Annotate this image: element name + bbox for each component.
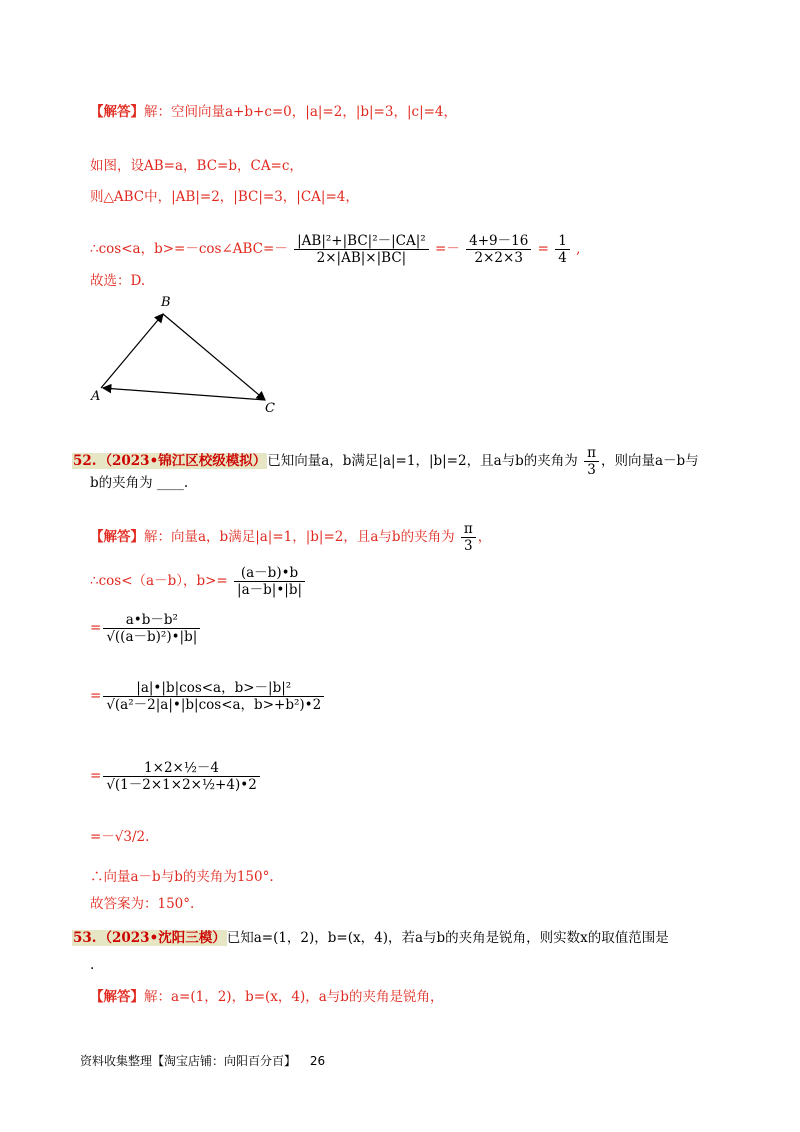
label-b: B	[161, 295, 171, 310]
q51-answer-line3: 则△ABC中，|AB|=2，|BC|=3，|CA|=4，	[90, 189, 359, 205]
question-number: 52.	[73, 453, 97, 469]
q52-answer-line1	[90, 521, 491, 554]
label-a: A	[91, 389, 101, 404]
fraction-2-num: 4+9－16	[466, 233, 531, 250]
q52-text2: ，则向量a－b与	[600, 453, 699, 469]
q51-line1-text: 解：空间向量a+b+c=0，|a|=2，|b|=3，|c|=4，	[144, 104, 458, 120]
vector-ca	[103, 388, 265, 400]
fraction-s5-num: 1×2×½－4	[103, 760, 259, 777]
q52-answer-line5: = $\frac{\text{1×2×½－4}}{\text{√(1－2×1×2×½+4)•2}}$	[90, 760, 262, 793]
q52-answer-line7: ∴向量a－b与b的夹角为150°.	[90, 869, 274, 885]
fraction-3	[555, 233, 570, 266]
q53-answer-line1	[90, 988, 443, 1006]
q52-answer-line8: 故答案为：150°.	[90, 896, 195, 912]
cos-lead: ∴cos<a，b>=－cos∠ABC=－	[90, 241, 288, 257]
answer-tag: 【解答】	[90, 104, 144, 120]
q52-answer-line3: = $\frac{\text{a•b－b²}}{\text{√((a－b)²)•|b|}}$	[90, 612, 202, 645]
q51-answer-line1	[90, 103, 457, 121]
pi-num: π	[461, 521, 476, 538]
fraction-s4-num: |a|•|b|cos<a，b>－|b|²	[103, 680, 324, 697]
fraction-s5	[103, 760, 259, 793]
q51-answer-line2: 如图，设AB=a，BC=b，CA=c，	[90, 158, 303, 174]
fraction-1-den: 2×|AB|×|BC|	[316, 250, 407, 266]
pi-num: π	[584, 445, 599, 462]
triangle-figure	[85, 292, 285, 417]
question-source: （2023•锦江区校级模拟）	[98, 453, 267, 469]
fraction-3-den: 4	[558, 250, 567, 266]
q53-s1: 解：a=(1，2)，b=(x，4)，a与b的夹角是锐角，	[144, 989, 444, 1005]
q51-answer-line4: ∴cos<a，b>=－cos∠ABC=－ $\frac{\text{|AB|²+|BC|²－|CA|²}}{2\times|AB|\times|BC|}$ =－ $\frac{4+9-16}{2\times 2\times 3}$ = $\frac{1}{4}$ ,	[90, 233, 581, 266]
fraction-s3-num: a•b－b²	[103, 612, 200, 629]
pi-den: 3	[587, 462, 596, 478]
fraction-s3-den: √((a－b)²)•|b|	[106, 629, 198, 645]
question-number: 53.	[73, 930, 97, 946]
q53-question-line2: .	[90, 957, 95, 973]
fraction-1-num: |AB|²+|BC|²－|CA|²	[294, 233, 429, 250]
question-source: （2023•沈阳三模）	[98, 930, 226, 946]
eq: =	[537, 241, 549, 257]
vector-ab	[101, 314, 163, 388]
fraction-2-den: 2×2×3	[474, 250, 523, 266]
fraction-2	[466, 233, 531, 266]
vector-bc	[163, 314, 265, 400]
q52-question-line2: b的夹角为 ____.	[90, 475, 189, 491]
q52-answer-line2	[90, 565, 307, 598]
fraction-s4-den: √(a²－2|a|•|b|cos<a，b>+b²)•2	[106, 697, 322, 713]
q52-s1: 解：向量a，b满足|a|=1，|b|=2，且a与b的夹角为	[144, 529, 455, 545]
fraction-s2-den: |a－b|•|b|	[237, 582, 303, 598]
q52-s2-lead: ∴cos<（a－b），b>=	[90, 573, 228, 589]
answer-tag: 【解答】	[90, 529, 144, 545]
fraction-3-num: 1	[555, 233, 570, 250]
q52-text1: 已知向量a，b满足|a|=1，|b|=2，且a与b的夹角为	[267, 453, 578, 469]
fraction-1	[294, 233, 429, 266]
label-c: C	[265, 401, 275, 416]
q52-answer-line6: =－√3/2.	[90, 829, 150, 845]
fraction-s2	[234, 565, 305, 598]
fraction-s4	[103, 680, 324, 713]
q52-answer-line4: = $\frac{\text{|a|•|b|cos<a，b>－|b|²}}{\text{√(a²－2|a|•|b|cos<a，b>+b²)•2}}$	[90, 680, 326, 713]
pi-den: 3	[464, 538, 473, 554]
page-footer	[80, 1052, 325, 1069]
q53-text1: 已知a=(1，2)，b=(x，4)，若a与b的夹角是锐角，则实数x的取值范围是	[226, 930, 669, 946]
pi-over-3	[461, 521, 476, 554]
fraction-s2-num: (a－b)•b	[234, 565, 305, 582]
footer-text: 资料收集整理【淘宝店铺：向阳百分百】	[80, 1054, 297, 1068]
q52-s1-end: ，	[477, 529, 492, 545]
page-number: 26	[309, 1054, 326, 1068]
q53-question-line1	[72, 929, 669, 947]
fraction-s3	[103, 612, 200, 645]
eq-minus: =－	[435, 241, 460, 257]
fraction-s5-den: √(1－2×1×2×½+4)•2	[106, 777, 257, 793]
pi-over-3	[584, 445, 599, 478]
q51-answer-line5: 故选：D.	[90, 273, 146, 289]
answer-tag: 【解答】	[90, 989, 144, 1005]
